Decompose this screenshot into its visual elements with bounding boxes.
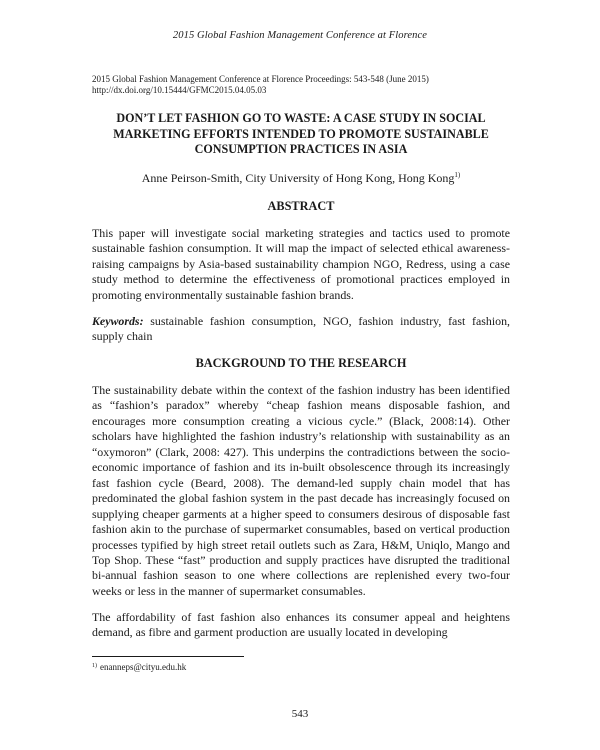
- footnote-divider: [92, 656, 244, 657]
- paper-title: DON’T LET FASHION GO TO WASTE: A CASE STUDY IN SOCIAL MARKETING EFFORTS INTENDED TO PROMOTE SUSTAINABLE CONSUMPTION PRACTICES IN ASIA: [113, 111, 489, 156]
- keywords-line: [92, 314, 510, 345]
- background-heading: BACKGROUND TO THE RESEARCH: [195, 356, 407, 370]
- keywords-text: sustainable fashion consumption, NGO, fashion industry, fast fashion, supply chain: [92, 314, 510, 344]
- footnote-email[interactable]: enanneps@cityu.edu.hk: [100, 662, 187, 672]
- abstract-body: This paper will investigate social marketing strategies and tactics used to promote sustainable fashion consumption. It will map the impact of selected ethical awareness-raising campaigns by Asia-based sustainability champion NGO, Redress, using a case study method to determine the effectiveness of promotional practices employed in promoting environmentally sustainable fashion brands.: [92, 226, 510, 302]
- background-paragraph-2: The affordability of fast fashion also enhances its consumer appeal and heightens demand, as fibre and garment production are usually located in developing: [92, 610, 510, 640]
- citation-block: [92, 74, 522, 96]
- citation-proceedings: 2015 Global Fashion Management Conference at Florence Proceedings: 543-548 (June 2015): [92, 74, 429, 84]
- footnote: [92, 662, 186, 672]
- keywords-label: Keywords:: [92, 314, 144, 328]
- author-line: [92, 171, 510, 186]
- abstract-heading: ABSTRACT: [267, 199, 335, 213]
- citation-doi-link[interactable]: http://dx.doi.org/10.15444/GFMC2015.04.05.03: [92, 85, 267, 95]
- background-paragraph-1: The sustainability debate within the context of the fashion industry has been identified as “fashion’s paradox” whereby “cheap fashion means disposable fashion, and encourages more consumption creating a vicious cycle.” (Black, 2008:14). Other scholars have highlighted the fashion industry’s relationship with sustainability as an “oxymoron” (Clark, 2008: 427). This underpins the contradictions between the socio-economic importance of fashion and its in-built obsolescence through its increasingly fast fashion cycle (Beard, 2008). The demand-led supply chain model that has predominated the global fashion system in the past decade has increasingly focused on supplying cheaper garments at a higher speed to consumers desirous of disposable fast fashion akin to the purchase of supermarket consumables, based on vertical production processes typified by high street retail outlets such as Zara, H&M, Uniqlo, Mango and Top Shop. These “fast” production and supply practices have disrupted the traditional bi-annual fashion season to one where collections are replenished every two-four weeks or less in the manner of supermarket consumables.: [92, 383, 510, 598]
- running-head: 2015 Global Fashion Management Conference at Florence: [172, 30, 428, 41]
- footnote-marker: 1): [92, 663, 97, 669]
- author-affiliation: Anne Peirson-Smith, City University of Hong Kong, Hong Kong: [141, 171, 455, 185]
- author-footnote-marker: 1): [454, 171, 461, 179]
- page-number: 543: [291, 708, 309, 720]
